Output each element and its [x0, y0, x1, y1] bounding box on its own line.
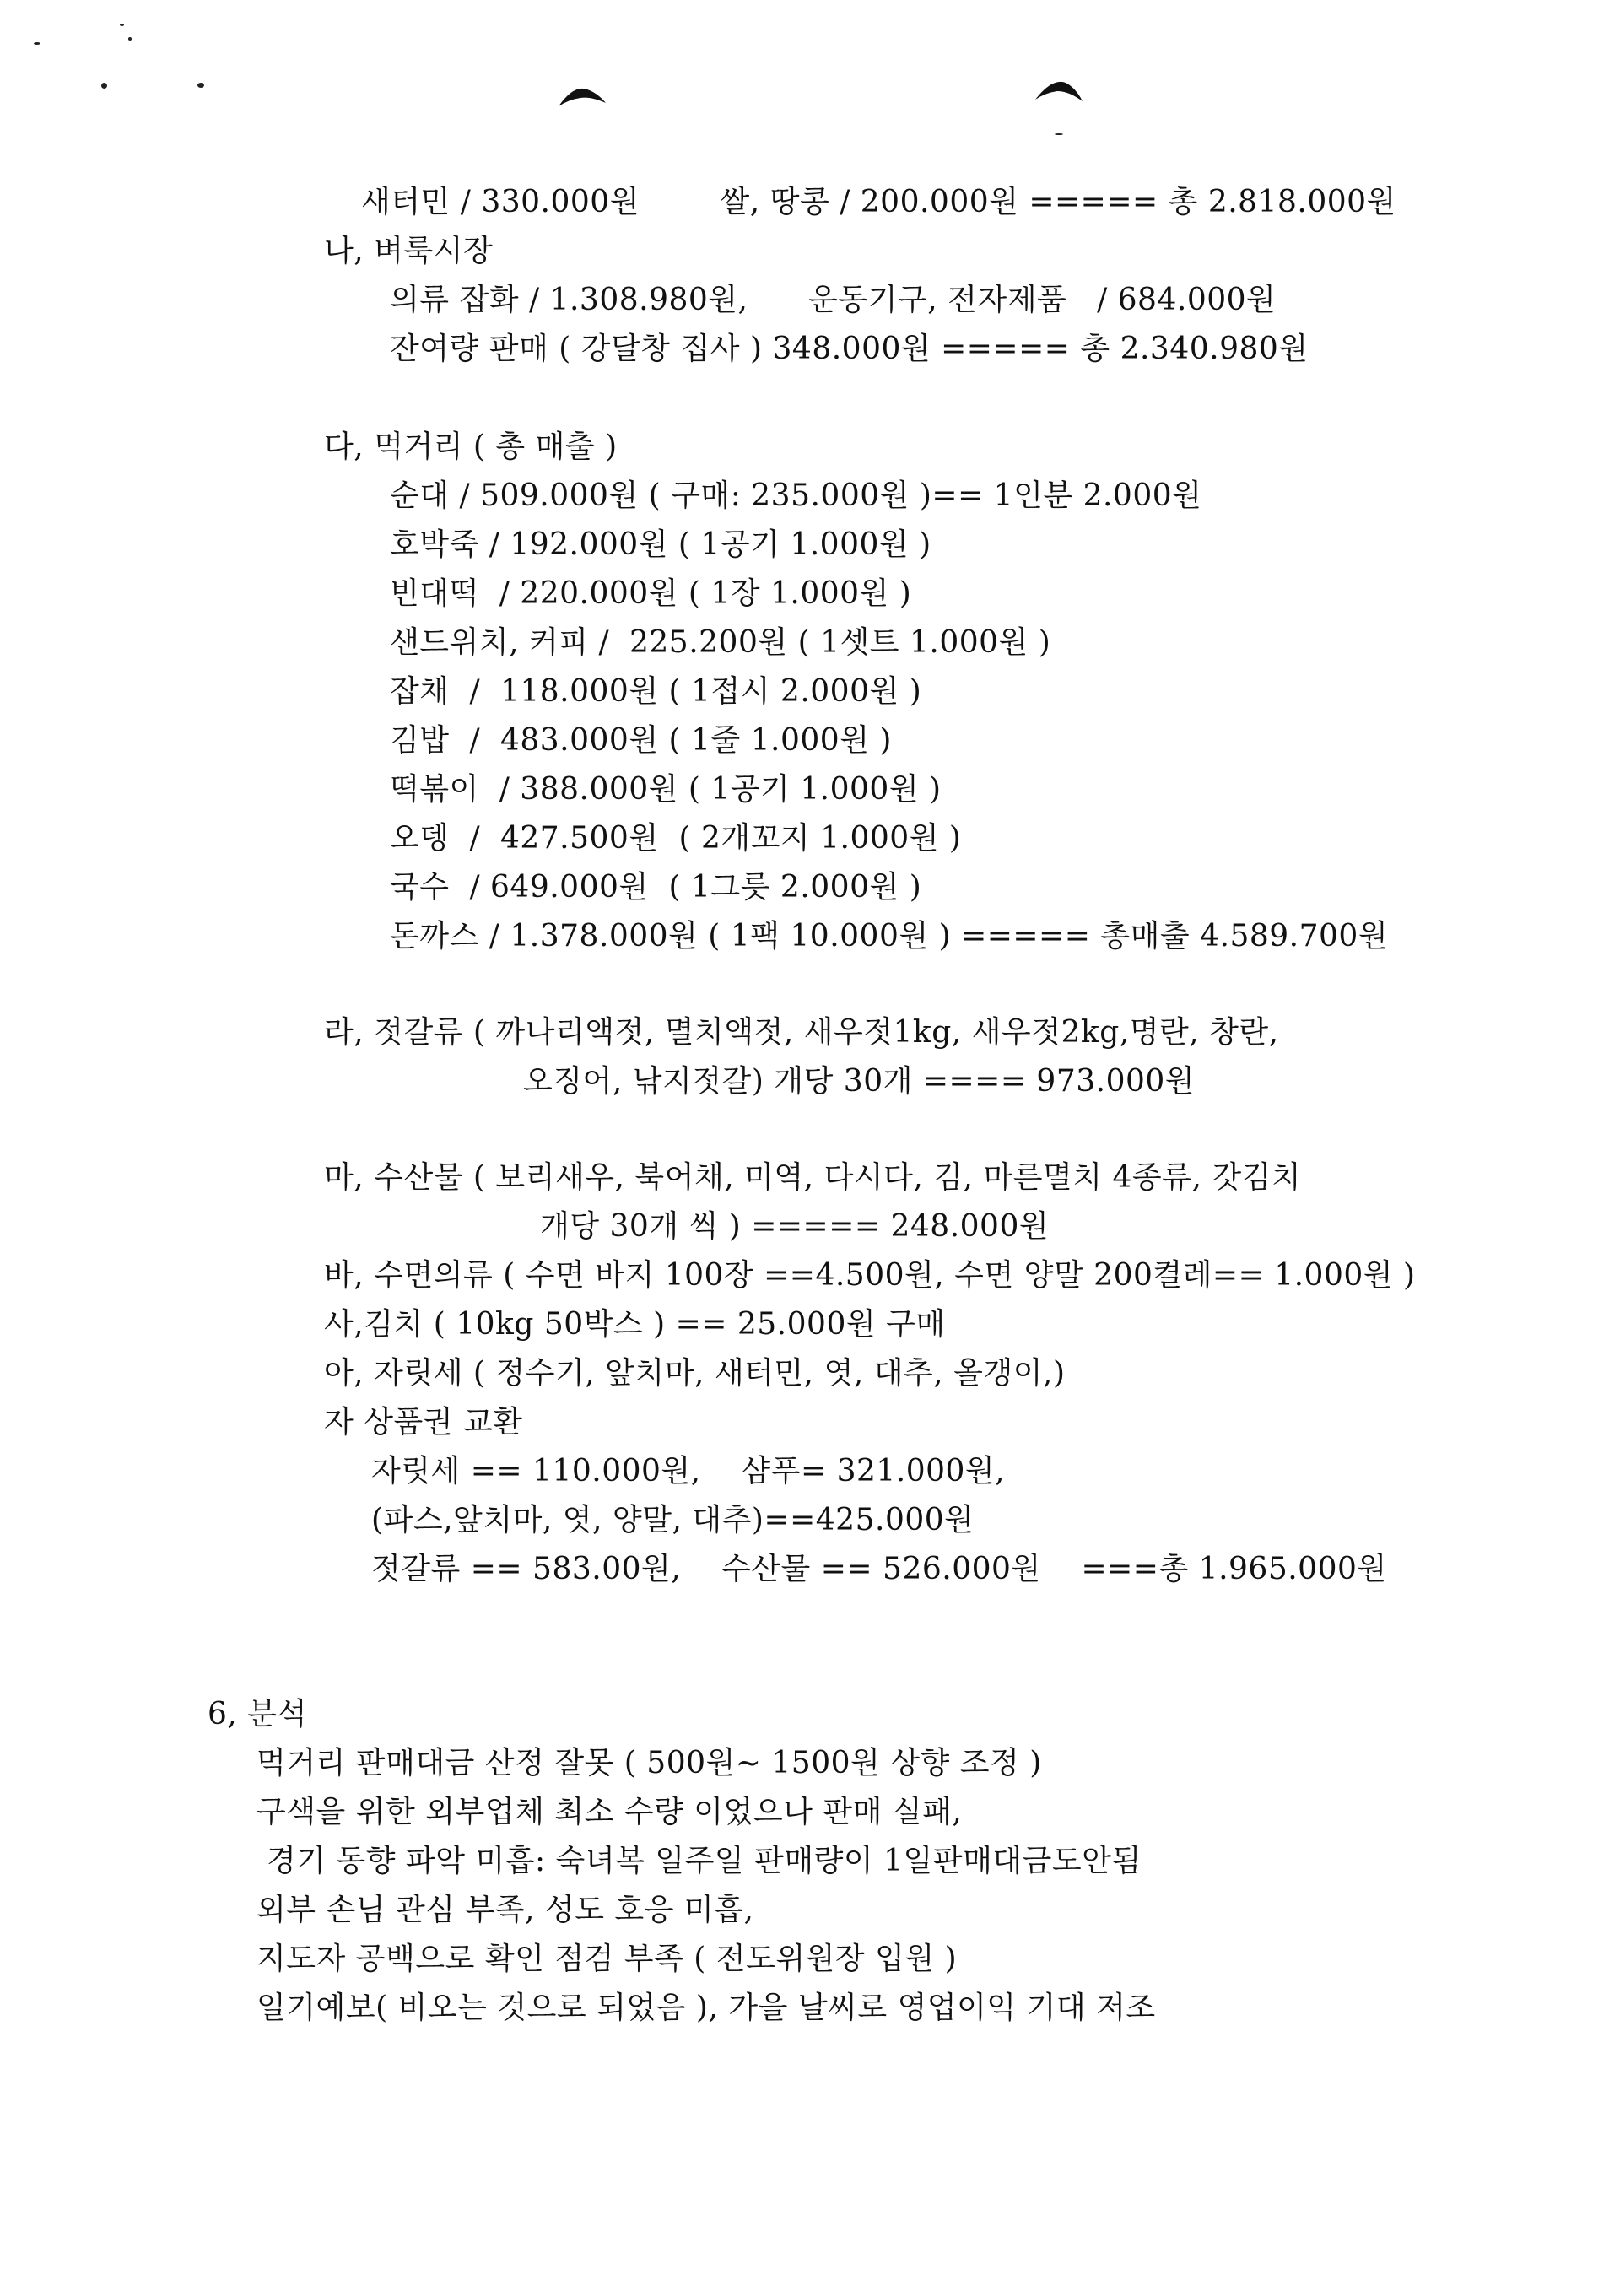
- text-line: 떡볶이 / 388.000원 ( 1공기 1.000원 ): [390, 772, 942, 807]
- scan-speck: [128, 37, 132, 41]
- text-line: (파스,앞치마, 엿, 양말, 대추)==425.000원: [371, 1503, 975, 1537]
- section-heading: 사,김치 ( 10kg 50박스 ) == 25.000원 구매: [324, 1307, 946, 1342]
- text-line: 오뎅 / 427.500원 ( 2개꼬지 1.000원 ): [390, 821, 962, 856]
- text-line: 순대 / 509.000원 ( 구매: 235.000원 )== 1인분 2.000원: [390, 478, 1202, 513]
- section-heading: 마, 수산물 ( 보리새우, 북어채, 미역, 다시다, 김, 마른멸치 4종류, 갓김치: [324, 1160, 1302, 1195]
- text-line: 잡채 / 118.000원 ( 1접시 2.000원 ): [390, 674, 922, 709]
- scan-speck: [120, 24, 124, 26]
- text-line: 경기 동향 파악 미흡: 숙녀복 일주일 판매량이 1일판매대금도안됨: [256, 1844, 1142, 1878]
- text-line: 호박죽 / 192.000원 ( 1공기 1.000원 ): [390, 527, 932, 562]
- text-line: 국수 / 649.000원 ( 1그릇 2.000원 ): [390, 870, 922, 905]
- section-heading: 6, 분석: [208, 1697, 307, 1731]
- section-heading: 아, 자릿세 ( 정수기, 앞치마, 새터민, 엿, 대추, 올갱이,): [324, 1356, 1066, 1391]
- section-heading: 나, 벼룩시장: [324, 234, 494, 268]
- scan-speck: [101, 83, 107, 89]
- text-line: 오징어, 낚지젓갈) 개당 30개 ==== 973.000원: [523, 1064, 1196, 1099]
- punch-hole-mark-right: [1034, 78, 1084, 105]
- text-line: 자릿세 == 110.000원, 샴푸= 321.000원,: [371, 1454, 1006, 1488]
- text-line: 새터민 / 330.000원 쌀, 땅콩 / 200.000원 ===== 총 2.818.000원: [361, 185, 1396, 219]
- section-heading: 자 상품권 교환: [324, 1405, 523, 1440]
- text-line: 의류 잡화 / 1.308.980원, 운동기구, 전자제품 / 684.000원: [390, 283, 1277, 317]
- text-line: 돈까스 / 1.378.000원 ( 1팩 10.000원 ) ===== 총매출 4.589.700원: [390, 919, 1389, 954]
- text-line: 빈대떡 / 220.000원 ( 1장 1.000원 ): [390, 576, 912, 611]
- scan-speck: [1055, 133, 1063, 135]
- text-line: 지도자 공백으로 확인 점검 부족 ( 전도위원장 입원 ): [256, 1942, 958, 1976]
- punch-hole-mark-left: [557, 84, 608, 110]
- text-line: 외부 손님 관심 부족, 성도 호응 미흡,: [256, 1893, 754, 1927]
- section-heading: 다, 먹거리 ( 총 매출 ): [324, 429, 618, 464]
- section-heading: 라, 젓갈류 ( 까나리액젓, 멸치액젓, 새우젓1kg, 새우젓2kg,명란, 창란,: [324, 1015, 1279, 1050]
- scan-speck: [197, 83, 204, 88]
- scan-speck: [34, 42, 40, 45]
- text-line: 잔여량 판매 ( 강달창 집사 ) 348.000원 ===== 총 2.340.980원: [390, 332, 1309, 366]
- text-line: 젓갈류 == 583.00원, 수산물 == 526.000원 ===총 1.965.000원: [371, 1552, 1387, 1586]
- text-line: 김밥 / 483.000원 ( 1줄 1.000원 ): [390, 723, 892, 758]
- text-line: 샌드위치, 커피 / 225.200원 ( 1셋트 1.000원 ): [390, 625, 1051, 660]
- text-line: 먹거리 판매대금 산정 잘못 ( 500원~ 1500원 상향 조정 ): [256, 1746, 1042, 1780]
- text-line: 구색을 위한 외부업체 최소 수량 이었으나 판매 실패,: [256, 1795, 963, 1829]
- text-line: 일기예보( 비오는 것으로 되었음 ), 가을 날씨로 영업이익 기대 저조: [256, 1991, 1156, 2025]
- section-heading: 바, 수면의류 ( 수면 바지 100장 ==4.500원, 수면 양말 200켤레== 1.000원 ): [324, 1258, 1416, 1293]
- text-line: 개당 30개 씩 ) ===== 248.000원: [540, 1209, 1050, 1244]
